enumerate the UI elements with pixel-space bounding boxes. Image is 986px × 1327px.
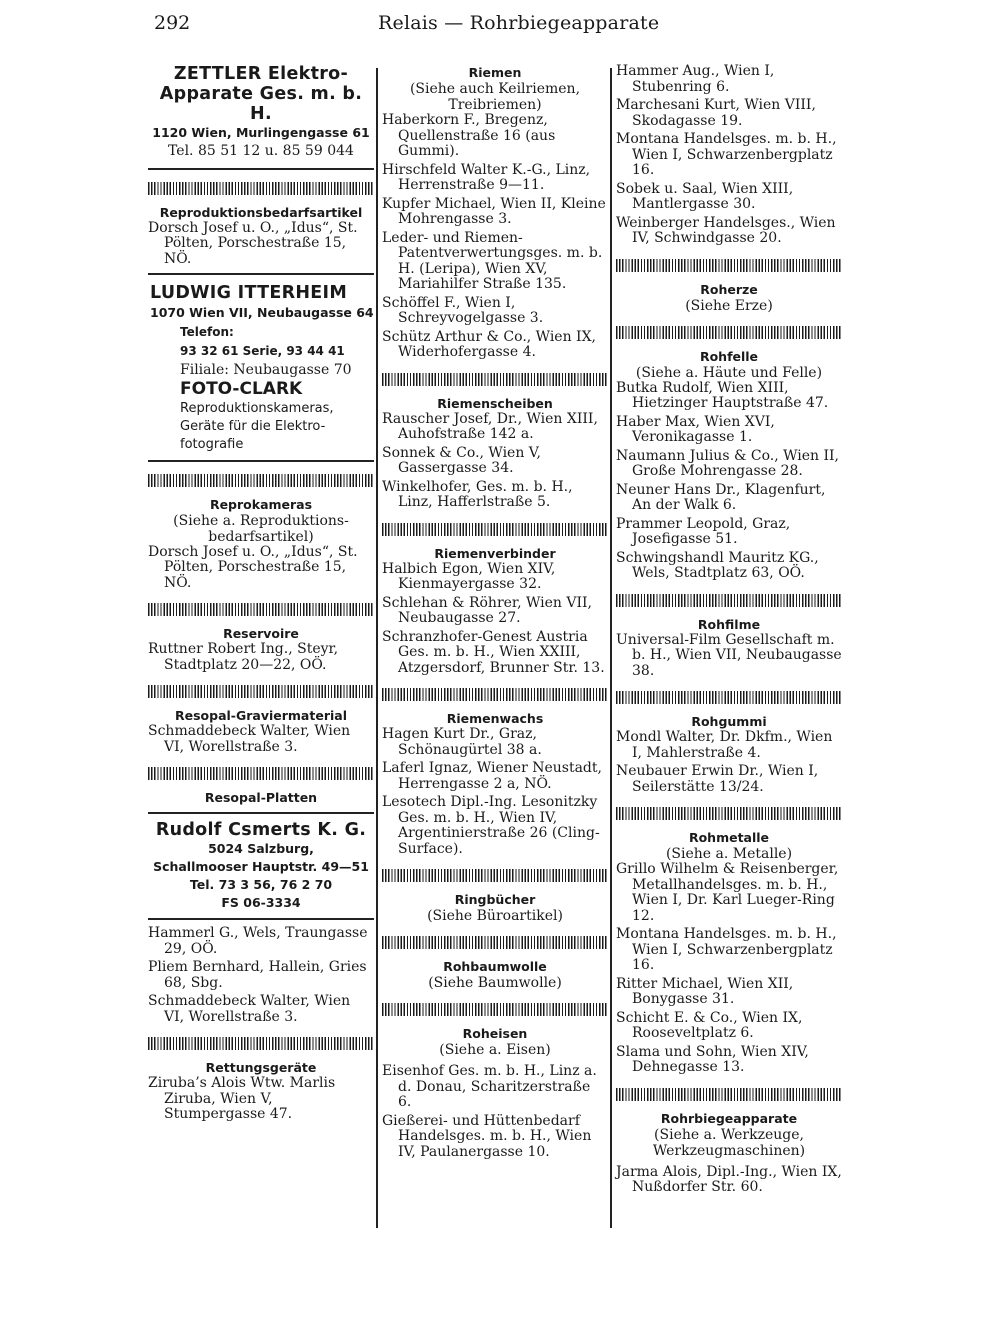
see-also-note: Treibriemen): [448, 97, 542, 113]
list-item: Montana Handelsges. m. b. H., Wien I, Schwarzenbergplatz 16.: [616, 131, 837, 178]
ad-line: Telefon:: [180, 325, 234, 339]
list-item: Schmaddebeck Walter, Wien VI, Worellstraße 3.: [148, 993, 351, 1025]
list-item: Schütz Arthur & Co., Wien IX, Widerhofergasse 4.: [382, 328, 596, 360]
divider: [148, 918, 374, 920]
list-item: Schwingshandl Mauritz KG., Wels, Stadtplatz 63, OÖ.: [616, 549, 819, 581]
ad-itterheim: [148, 281, 374, 454]
list-item: Hirschfeld Walter K.-G., Linz, Herrenstraße 9—11.: [382, 161, 591, 193]
separator-bar: [382, 936, 608, 949]
list-item: Montana Handelsges. m. b. H., Wien I, Schwarzenbergplatz 16.: [616, 926, 837, 973]
column-3: [616, 64, 842, 1199]
separator-bar: [148, 182, 374, 195]
see-also-note: (Siehe a. Eisen): [439, 1042, 551, 1058]
list-item: Rauscher Josef, Dr., Wien XIII, Auhofstraße 142 a.: [382, 410, 598, 442]
list-item: Universal-Film Gesellschaft m. b. H., Wien VII, Neubaugasse 38.: [616, 631, 842, 679]
list-item: Eisenhof Ges. m. b. H., Linz a. d. Donau, Scharitzerstraße 6.: [382, 1063, 597, 1110]
ad-line: Rudolf Csmerts K. G.: [155, 820, 367, 840]
category-heading: Rohrbiegeapparate: [660, 1110, 798, 1126]
separator-bar: [616, 326, 842, 339]
ad-line: 1070 Wien VII, Neubaugasse 64: [150, 305, 374, 320]
ad-line: FOTO-CLARK: [180, 379, 303, 399]
list-item: Neubauer Erwin Dr., Wien I, Seilerstätte 13/24.: [616, 763, 819, 795]
separator-bar: [616, 691, 842, 704]
see-also-note: (Siehe a. Reproduktions-: [173, 512, 349, 529]
see-also-note: (Siehe a. Metalle): [665, 846, 793, 862]
separator-bar: [148, 474, 374, 487]
running-title: Relais — Rohrbiegeapparate: [378, 12, 660, 34]
page-number: 292: [154, 12, 191, 34]
list-item: Jarma Alois, Dipl.-Ing., Wien IX, Nußdorfer Str. 60.: [616, 1163, 842, 1195]
ad-line: fotografie: [180, 437, 244, 452]
list-item: Dorsch Josef u. O., „Idus“, St. Pölten, Porschestraße 15, NÖ.: [148, 219, 358, 267]
category-heading: Ringbücher: [454, 892, 536, 907]
ad-line: Apparate Ges. m. b. H.: [159, 84, 363, 124]
category-heading: Reprokameras: [209, 496, 313, 512]
list-item: Kupfer Michael, Wien II, Kleine Mohrengasse 3.: [382, 195, 606, 227]
list-item: Ruttner Robert Ing., Steyr, Stadtplatz 20—22, OÖ.: [148, 641, 339, 673]
separator-bar: [616, 1088, 842, 1101]
see-also-note: (Siehe auch Keilriemen,: [409, 81, 581, 97]
list-item: Schlehan & Röhrer, Wien VII, Neubaugasse 27.: [382, 594, 592, 626]
list-item: Mondl Walter, Dr. Dkfm., Wien I, Mahlerstraße 4.: [616, 729, 833, 761]
category-heading: Rettungsgeräte: [205, 1060, 317, 1075]
list-item: Ritter Michael, Wien XII, Bonygasse 31.: [616, 975, 794, 1007]
separator-bar: [148, 603, 374, 616]
list-item: Sobek u. Saal, Wien XIII, Mantlergasse 30.: [616, 180, 794, 212]
list-item: Haber Max, Wien XVI, Veronikagasse 1.: [616, 413, 775, 445]
category-heading: Reproduktionsbedarfsartikel: [159, 204, 363, 220]
ad-line: 5024 Salzburg,: [208, 841, 314, 856]
ad-line: Tel. 85 51 12 u. 85 59 044: [168, 143, 354, 159]
ad-line: Geräte für die Elektro-: [180, 419, 326, 434]
separator-bar: [382, 1003, 608, 1016]
category-heading: Rohfelle: [699, 348, 759, 364]
column-divider-2: [610, 68, 612, 1228]
separator-bar: [148, 767, 374, 780]
separator-bar: [382, 373, 608, 386]
category-heading: Resopal-Platten: [204, 790, 318, 805]
list-item: Gießerei- und Hüttenbedarf Handelsges. m. b. H., Wien IV, Paulanergasse 10.: [382, 1112, 592, 1160]
list-item: Dorsch Josef u. O., „Idus“, St. Pölten, Porschestraße 15, NÖ.: [148, 543, 358, 591]
list-item: Marchesani Kurt, Wien VIII, Skodagasse 19.: [616, 97, 816, 129]
list-item: Schicht E. & Co., Wien IX, Rooseveltplatz 6.: [616, 1009, 803, 1041]
separator-bar: [616, 594, 842, 607]
list-item: Slama und Sohn, Wien XIV, Dehnegasse 13.: [616, 1043, 809, 1075]
ad-line: 1120 Wien, Murlingengasse 61: [152, 125, 370, 140]
list-item: Prammer Leopold, Graz, Josefigasse 51.: [616, 515, 791, 547]
list-item: Neuner Hans Dr., Klagenfurt, An der Walk 6.: [616, 481, 826, 513]
category-heading: Roherze: [700, 281, 758, 297]
page-header: [0, 12, 986, 42]
category-heading: Resopal-Graviermaterial: [174, 708, 347, 723]
ad-csmerts: [148, 820, 374, 912]
divider: [148, 460, 374, 462]
list-item: Haberkorn F., Bregenz, Quellenstraße 16 (aus Gummi).: [382, 112, 556, 159]
see-also-note: (Siehe Büroartikel): [427, 908, 563, 924]
ad-line: LUDWIG ITTERHEIM: [150, 283, 348, 303]
list-item: Ziruba’s Alois Wtw. Marlis Ziruba, Wien V, Stumpergasse 47.: [148, 1075, 336, 1122]
list-item: Butka Rudolf, Wien XIII, Hietzinger Hauptstraße 47.: [616, 379, 829, 411]
ad-line: Schallmooser Hauptstr. 49—51: [153, 859, 369, 874]
list-item: Naumann Julius & Co., Wien II, Große Mohrengasse 28.: [616, 447, 839, 479]
see-also-note: (Siehe a. Werkzeuge, Werkzeugmaschinen): [652, 1126, 806, 1159]
divider: [148, 812, 374, 814]
list-item: Winkelhofer, Ges. m. b. H., Linz, Hafferlstraße 5.: [382, 478, 573, 510]
column-divider-1: [376, 68, 378, 1228]
list-item: Schranzhofer-Genest Austria Ges. m. b. H., Wien XXIII, Atzgersdorf, Brunner Str. 13.: [382, 628, 605, 676]
separator-bar: [616, 259, 842, 272]
list-item: Hammerl G., Wels, Traungasse 29, OÖ.: [148, 925, 368, 957]
see-also-note: (Siehe a. Häute und Felle): [635, 364, 823, 381]
separator-bar: [382, 523, 608, 536]
list-item: Schöffel F., Wien I, Schreyvogelgasse 3.: [382, 294, 544, 326]
ad-line: FS 06-3334: [221, 895, 301, 910]
list-item: Lesotech Dipl.-Ing. Lesonitzky Ges. m. b. H., Wien IV, Argentinierstraße 26 (Cling-Surface).: [382, 794, 600, 857]
list-item: Leder- und Riemen- Patentverwertungsges. m. b. H. (Leripa), Wien XV, Mariahilfer Straße 135.: [382, 229, 603, 292]
list-item: Halbich Egon, Wien XIV, Kienmayergasse 32.: [382, 560, 556, 592]
list-item: Weinberger Handelsges., Wien IV, Schwindgasse 20.: [616, 214, 836, 246]
separator-bar: [382, 869, 608, 882]
category-heading: Riemenverbinder: [434, 545, 556, 561]
ad-line: Filiale: Neubaugasse 70: [180, 362, 352, 378]
category-heading: Riemen: [468, 65, 522, 80]
category-heading: Riemenwachs: [446, 711, 544, 726]
category-heading: Riemenscheiben: [437, 395, 553, 411]
category-heading: Roheisen: [462, 1026, 528, 1041]
category-heading: Rohgummi: [691, 714, 767, 729]
separator-bar: [382, 688, 608, 701]
ad-line: Reproduktionskameras,: [180, 401, 334, 416]
separator-bar: [148, 685, 374, 698]
category-heading: Rohbaumwolle: [443, 959, 547, 974]
list-item: Hagen Kurt Dr., Graz, Schönaugürtel 38 a.: [382, 726, 542, 758]
list-item: Laferl Ignaz, Wiener Neustadt, Herrengasse 2 a, NÖ.: [382, 760, 602, 792]
category-heading: Reservoire: [223, 626, 299, 641]
separator-bar: [148, 1037, 374, 1050]
list-item: Pliem Bernhard, Hallein, Gries 68, Sbg.: [148, 959, 367, 991]
column-1: [148, 64, 374, 1126]
ad-line: Tel. 73 3 56, 76 2 70: [189, 877, 333, 892]
category-heading: Rohmetalle: [688, 830, 770, 845]
column-2: [382, 64, 608, 1163]
divider: [148, 273, 374, 275]
ad-line: ZETTLER Elektro-: [173, 64, 349, 84]
list-item: Hammer Aug., Wien I, Stubenring 6.: [616, 63, 775, 95]
see-also-note: (Siehe Erze): [685, 297, 773, 314]
ad-zettler: [148, 64, 374, 160]
see-also-note: bedarfsartikel): [208, 528, 314, 545]
list-item: Sonnek & Co., Wien V, Gassergasse 34.: [382, 444, 541, 476]
list-item: Schmaddebeck Walter, Wien VI, Worellstraße 3.: [148, 723, 351, 755]
divider: [148, 168, 374, 170]
ad-line: 93 32 61 Serie, 93 44 41: [180, 344, 345, 358]
separator-bar: [616, 807, 842, 820]
category-heading: Rohfilme: [697, 616, 761, 632]
see-also-note: (Siehe Baumwolle): [428, 975, 562, 991]
list-item: Grillo Wilhelm & Reisenberger, Metallhandelsges. m. b. H., Wien I, Dr. Karl Lueger-Ring 12.: [616, 861, 839, 924]
